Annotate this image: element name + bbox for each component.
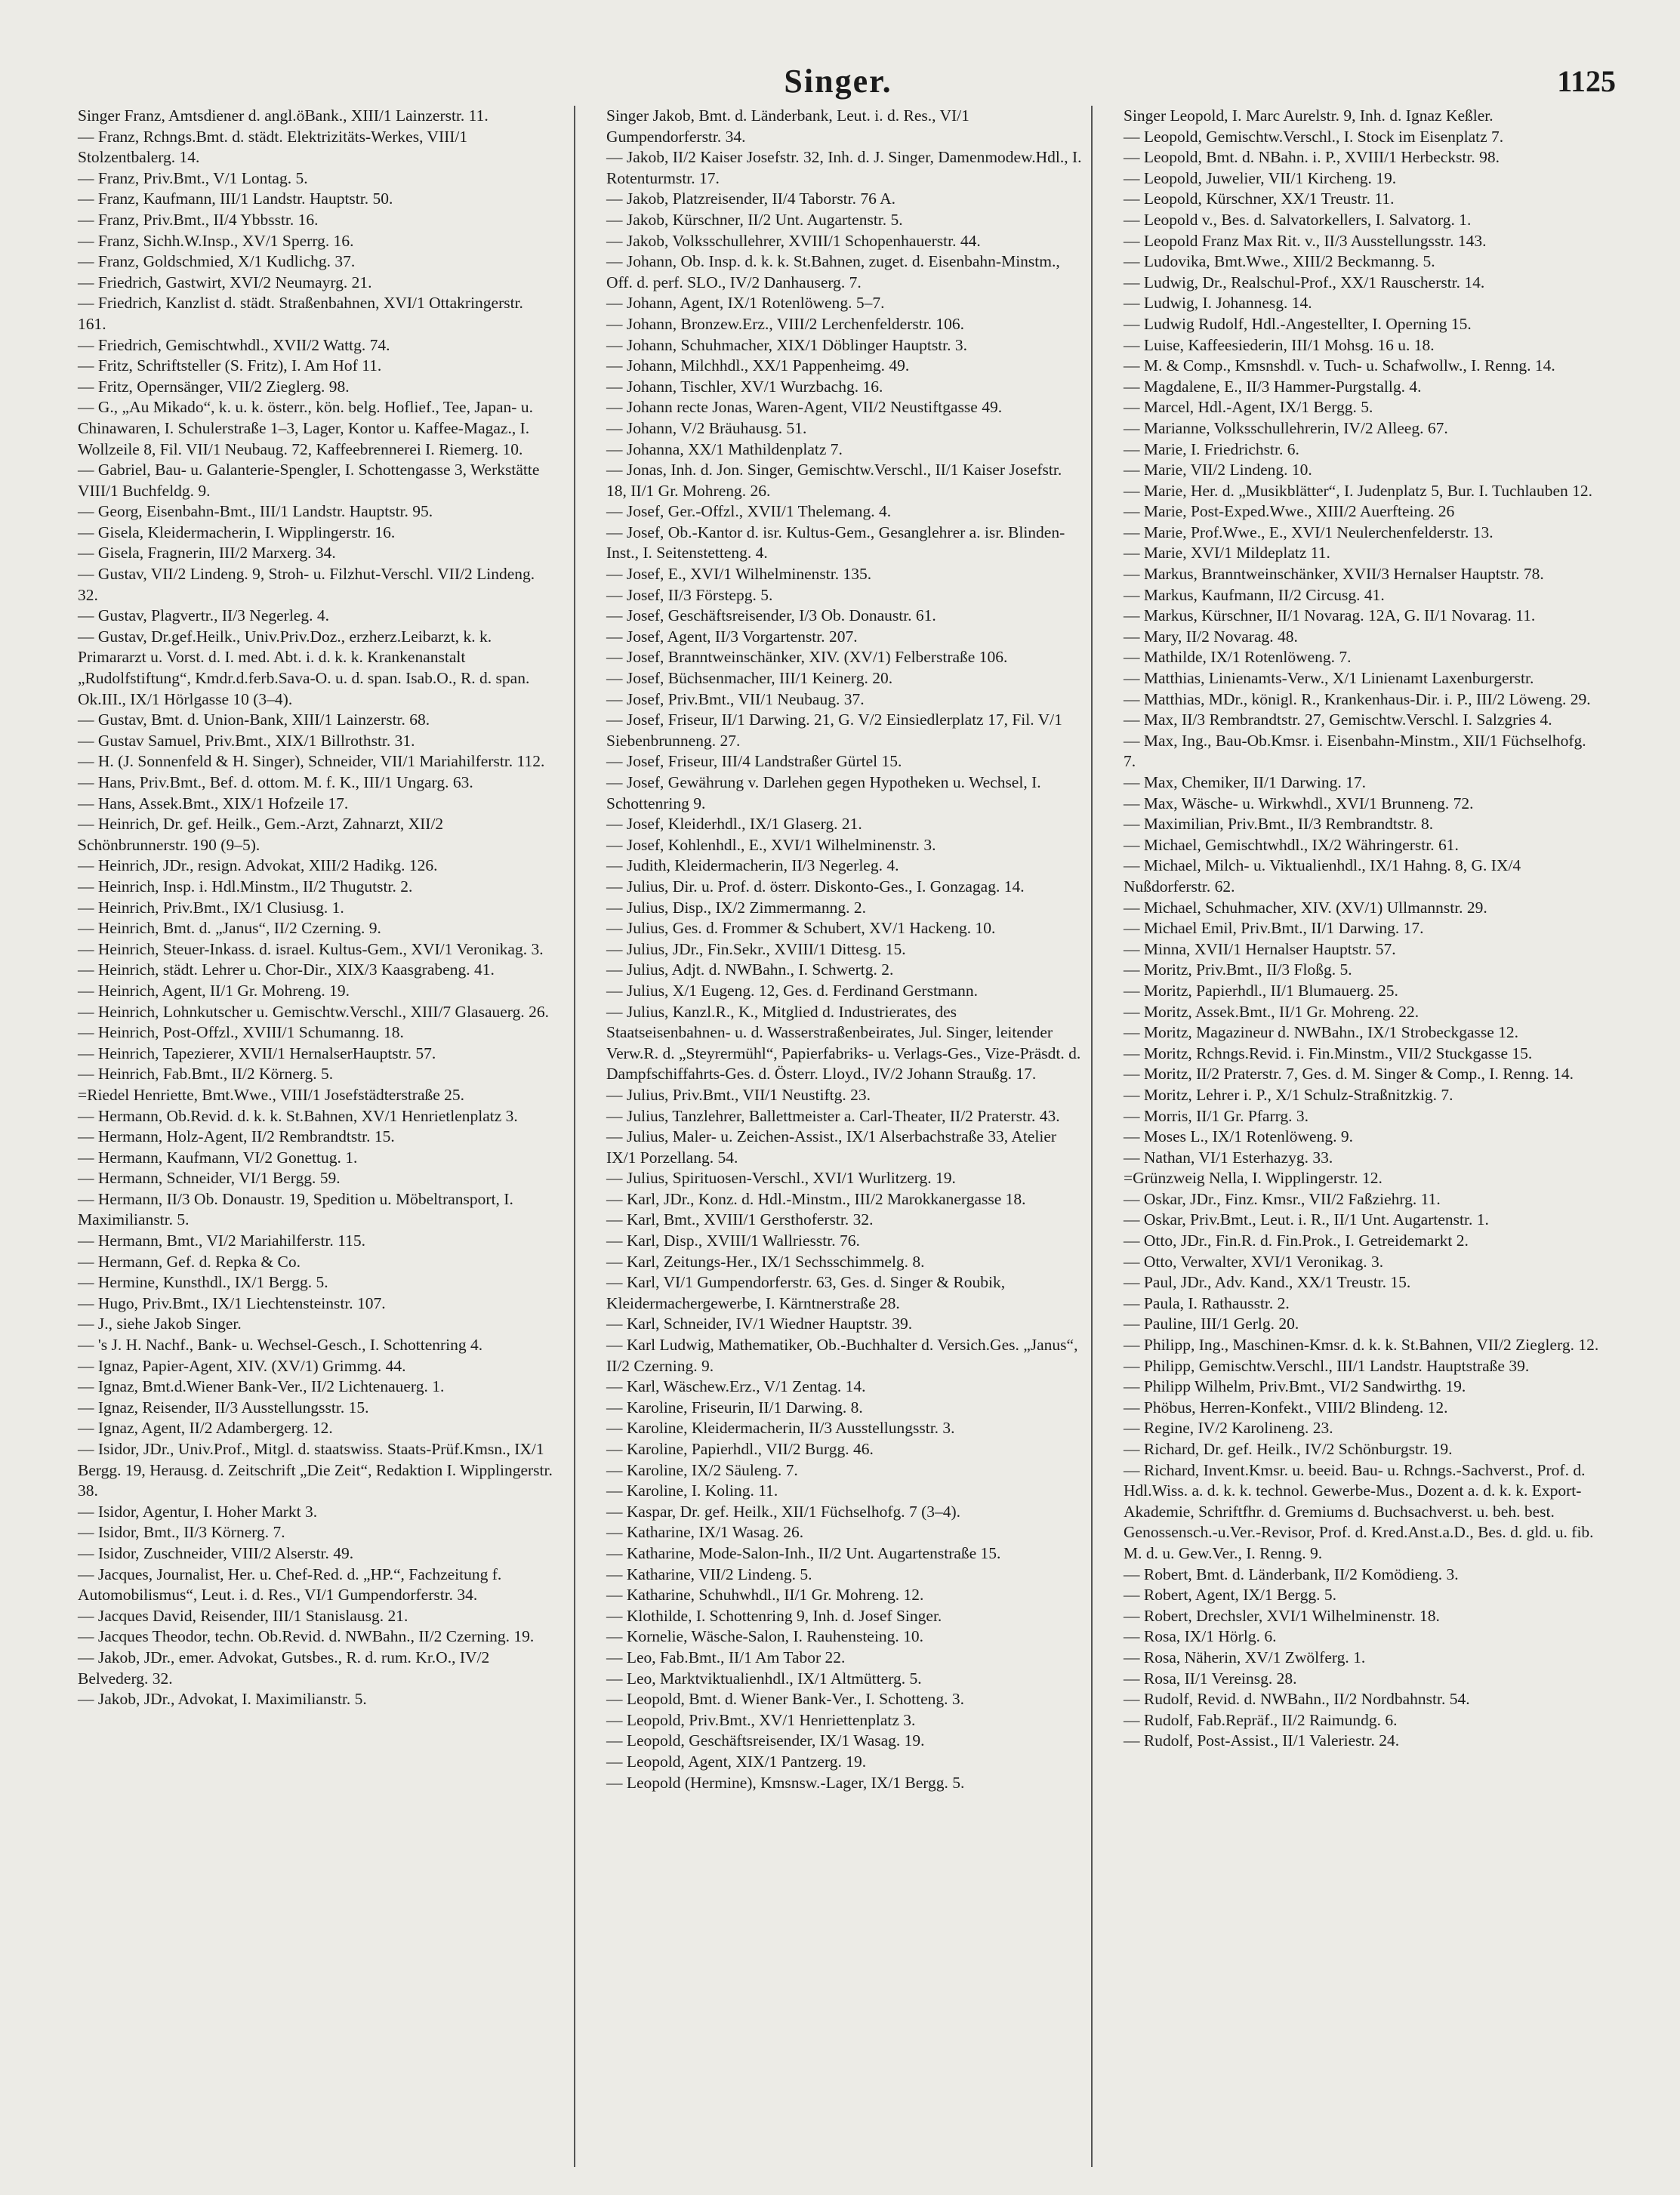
directory-entry: — Josef, Agent, II/3 Vorgartenstr. 207. [606, 627, 858, 646]
directory-entry: — Leopold, Juwelier, VII/1 Kircheng. 19. [1124, 168, 1397, 187]
directory-entry: — Matthias, MDr., königl. R., Krankenhaus-Dir. i. P., III/2 Löweng. 29. [1124, 689, 1591, 708]
directory-entry: — Rudolf, Revid. d. NWBahn., II/2 Nordbahnstr. 54. [1124, 1690, 1470, 1709]
directory-entry: — Heinrich, Priv.Bmt., IX/1 Clusiusg. 1. [78, 898, 344, 917]
directory-column-1 [57, 106, 555, 2175]
page-header [60, 53, 1616, 98]
directory-entry: — Leopold Franz Max Rit. v., II/3 Ausstellungsstr. 143. [1124, 231, 1487, 250]
directory-entry: — Josef, Ob.-Kantor d. isr. Kultus-Gem., Gesanglehrer a. isr. Blinden-Inst., I. Seitenstetteng. 4. [606, 523, 1065, 563]
directory-entry: — Josef, Branntweinschänker, XIV. (XV/1) Felberstraße 106. [606, 648, 1008, 667]
directory-entry: — Franz, Sichh.W.Insp., XV/1 Sperrg. 16. [78, 231, 354, 250]
directory-entry: — Markus, Kürschner, II/1 Novarag. 12A, G. II/1 Novarag. 11. [1124, 606, 1536, 625]
directory-entry: — Julius, Disp., IX/2 Zimmermanng. 2. [606, 898, 866, 917]
directory-entry: — Heinrich, Bmt. d. „Janus“, II/2 Czerning. 9. [78, 919, 381, 938]
directory-entry: — Fritz, Schriftsteller (S. Fritz), I. Am Hof 11. [78, 356, 382, 375]
directory-entry: — Magdalene, E., II/3 Hammer-Purgstallg. 4. [1124, 377, 1422, 396]
directory-entry: — Richard, Invent.Kmsr. u. beeid. Bau- u. Rchngs.-Sachverst., Prof. d. Hdl.Wiss. a. d. k. k. technol. Gewerbe-Mus., Dozent a. d. k. k. Export-Akademie, Schriftfhr. d. Gremiums d. Buchsachverst. u. beh. best. Genossensch.-u.Ver.-Revisor, Prof. d. Kred.Anst.a.D., Bes. d. gld. u. fib. M. d. u. Gew.Ver., I. Renng. 9. [1124, 1460, 1594, 1562]
directory-entry: — Julius, Priv.Bmt., VII/1 Neustiftg. 23. [606, 1085, 871, 1104]
directory-entry: — Gisela, Kleidermacherin, I. Wipplingerstr. 16. [78, 523, 396, 541]
directory-entry: — Robert, Drechsler, XVI/1 Wilhelminenstr. 18. [1124, 1606, 1440, 1625]
directory-entry: — Leo, Fab.Bmt., II/1 Am Tabor 22. [606, 1648, 846, 1666]
directory-entry: — Karl, Zeitungs-Her., IX/1 Sechsschimmelg. 8. [606, 1252, 925, 1271]
directory-entry: — Richard, Dr. gef. Heilk., IV/2 Schönburgstr. 19. [1124, 1440, 1453, 1458]
directory-entry: — Georg, Eisenbahn-Bmt., III/1 Landstr. Hauptstr. 95. [78, 502, 433, 521]
directory-entry: — Gisela, Fragnerin, III/2 Marxerg. 34. [78, 544, 336, 563]
directory-entry: — Max, Ing., Bau-Ob.Kmsr. i. Eisenbahn-Minstm., XII/1 Füchselhofg. 7. [1124, 731, 1586, 771]
directory-entry: — J., siehe Jakob Singer. [78, 1315, 242, 1333]
directory-entry: — Luise, Kaffeesiederin, III/1 Mohsg. 16 u. 18. [1124, 335, 1435, 354]
directory-entry: — Ignaz, Agent, II/2 Adambergerg. 12. [78, 1419, 333, 1438]
directory-entry: — Rudolf, Fab.Repräf., II/2 Raimundg. 6. [1124, 1710, 1398, 1729]
directory-entry: — Hermann, Gef. d. Repka & Co. [78, 1252, 301, 1271]
directory-entry: — Mary, II/2 Novarag. 48. [1124, 627, 1298, 646]
directory-entry: — Julius, Maler- u. Zeichen-Assist., IX/1 Alserbachstraße 33, Atelier IX/1 Porzellang. 54. [606, 1127, 1057, 1167]
directory-entry: — Max, Wäsche- u. Wirkwhdl., XVI/1 Brunneng. 72. [1124, 794, 1474, 812]
directory-entry: — Julius, Dir. u. Prof. d. österr. Diskonto-Ges., I. Gonzagag. 14. [606, 877, 1025, 896]
directory-entry: — Franz, Goldschmied, X/1 Kudlichg. 37. [78, 252, 356, 271]
directory-entry: — Moritz, Priv.Bmt., II/3 Floßg. 5. [1124, 960, 1352, 979]
directory-entry: — Karl, Schneider, IV/1 Wiedner Hauptstr. 39. [606, 1315, 913, 1333]
directory-entry: — Paula, I. Rathausstr. 2. [1124, 1293, 1290, 1312]
directory-entry: — Judith, Kleidermacherin, II/3 Negerleg. 4. [606, 856, 899, 875]
directory-entry: — Karoline, I. Koling. 11. [606, 1481, 778, 1500]
directory-entry: — Ignaz, Reisender, II/3 Ausstellungsstr. 15. [78, 1398, 369, 1417]
directory-entry: — Franz, Priv.Bmt., II/4 Ybbsstr. 16. [78, 210, 319, 229]
directory-entry: — Moses L., IX/1 Rotenlöweng. 9. [1124, 1127, 1353, 1146]
directory-entry: — Michael, Schuhmacher, XIV. (XV/1) Ullmannstr. 29. [1124, 898, 1487, 917]
directory-entry: — Josef, Friseur, III/4 Landstraßer Gürtel 15. [606, 752, 902, 771]
directory-entry: — Markus, Kaufmann, II/2 Circusg. 41. [1124, 585, 1385, 604]
directory-entry: — Hermine, Kunsthdl., IX/1 Bergg. 5. [78, 1273, 328, 1292]
directory-entry: — Julius, Adjt. d. NWBahn., I. Schwertg. 2. [606, 960, 894, 979]
directory-entry: — Franz, Kaufmann, III/1 Landstr. Hauptstr. 50. [78, 190, 393, 208]
directory-entry: — Hermann, Schneider, VI/1 Bergg. 59. [78, 1169, 341, 1188]
directory-entry: — Josef, Gewährung v. Darlehen gegen Hypotheken u. Wechsel, I. Schottenring 9. [606, 773, 1041, 812]
directory-entry: — Oskar, JDr., Finz. Kmsr., VII/2 Faßziehrg. 11. [1124, 1189, 1441, 1208]
directory-entry: — Julius, Kanzl.R., K., Mitglied d. Industrierates, des Staatseisenbahnen- u. d. Wasserstraßenbeirates, Jul. Singer, leitender Verw.R. d. „Steyrermühl“, Papierfabriks- u. Verlags-Ges., Vize-Präsdt. d. Dampfschiffahrts-Ges. d. Österr. Lloyd., IV/2 Johann Straußg. 17. [606, 1002, 1081, 1084]
directory-entry: — Gustav, VII/2 Lindeng. 9, Stroh- u. Filzhut-Verschl. VII/2 Lindeng. 32. [78, 565, 535, 604]
directory-entry: — Paul, JDr., Adv. Kand., XX/1 Treustr. 15. [1124, 1273, 1411, 1292]
directory-entry: — Isidor, Agentur, I. Hoher Markt 3. [78, 1502, 318, 1521]
directory-entry: — Kornelie, Wäsche-Salon, I. Rauhensteing. 10. [606, 1627, 923, 1646]
directory-entry: — Marie, I. Friedrichstr. 6. [1124, 439, 1299, 458]
directory-entry: — Josef, II/3 Förstерg. 5. [606, 585, 773, 604]
directory-entry: — Johann, V/2 Bräuhausg. 51. [606, 418, 807, 437]
directory-entry: — Jacques David, Reisender, III/1 Stanislausg. 21. [78, 1606, 408, 1625]
directory-entry: — Franz, Rchngs.Bmt. d. städt. Elektrizitäts-Werkes, VIII/1 Stolzentbalerg. 14. [78, 127, 468, 167]
directory-entry: — Ignaz, Papier-Agent, XIV. (XV/1) Grimmg. 44. [78, 1356, 406, 1375]
directory-entry: — Franz, Priv.Bmt., V/1 Lontag. 5. [78, 168, 308, 187]
directory-entry: — Moritz, Lehrer i. P., X/1 Schulz-Straßnitzkig. 7. [1124, 1085, 1453, 1104]
directory-entry: — Josef, E., XVI/1 Wilhelminenstr. 135. [606, 565, 872, 584]
directory-entry: — Jakob, Volksschullehrer, XVIII/1 Schopenhauerstr. 44. [606, 231, 981, 250]
directory-entry: — Karoline, IX/2 Säuleng. 7. [606, 1460, 798, 1479]
directory-entry: — Leopold, Kürschner, XX/1 Treustr. 11. [1124, 190, 1395, 208]
directory-entry: — Leopold, Geschäftsreisender, IX/1 Wasag. 19. [606, 1731, 925, 1750]
directory-entry: — Heinrich, Tapezierer, XVII/1 HernalserHauptstr. 57. [78, 1044, 436, 1062]
directory-entry: — Josef, Kohlenhdl., E., XVI/1 Wilhelminenstr. 3. [606, 835, 936, 854]
directory-entry: — Ignaz, Bmt.d.Wiener Bank-Ver., II/2 Lichtenauerg. 1. [78, 1377, 445, 1396]
directory-entry: — Friedrich, Kanzlist d. städt. Straßenbahnen, XVI/1 Ottakringerstr. 161. [78, 294, 523, 333]
directory-entry: — Hermann, Bmt., VI/2 Mariahilferstr. 115. [78, 1232, 365, 1250]
directory-entry: — Isidor, Bmt., II/3 Körnerg. 7. [78, 1523, 285, 1542]
directory-entry: — Klothilde, I. Schottenring 9, Inh. d. Josef Singer. [606, 1606, 942, 1625]
directory-entry: — Julius, Tanzlehrer, Ballettmeister a. Carl-Theater, II/2 Praterstr. 43. [606, 1106, 1060, 1125]
directory-entry: — Katharine, IX/1 Wasag. 26. [606, 1523, 804, 1542]
directory-entry: — Jakob, JDr., Advokat, I. Maximilianstr. 5. [78, 1690, 367, 1709]
directory-entry: — Hans, Assek.Bmt., XIX/1 Hofzeile 17. [78, 794, 349, 812]
directory-entry: — Julius, Ges. d. Frommer & Schubert, XV/1 Hackeng. 10. [606, 919, 996, 938]
directory-entry: — Johann, Ob. Insp. d. k. k. St.Bahnen, zuget. d. Eisenbahn-Minstm., Off. d. perf. SLO., IV/2 Danhauserg. 7. [606, 252, 1060, 291]
directory-entry: — Michael, Gemischtwhdl., IX/2 Währingerstr. 61. [1124, 835, 1459, 854]
directory-entry: — Moritz, Magazineur d. NWBahn., IX/1 Strobeckgasse 12. [1124, 1023, 1519, 1042]
directory-entry: — Karl, VI/1 Gumpendorferstr. 63, Ges. d. Singer & Roubik, Kleidermachergewerbe, I. Kärntnerstraße 28. [606, 1273, 1006, 1312]
directory-entry: — Ludwig Rudolf, Hdl.-Angestellter, I. Operning 15. [1124, 314, 1472, 333]
directory-entry: — Hermann, II/3 Ob. Donaustr. 19, Spedition u. Möbeltransport, I. Maximilianstr. 5. [78, 1189, 513, 1229]
directory-entry: — Ludwig, Dr., Realschul-Prof., XX/1 Rauscherstr. 14. [1124, 273, 1485, 291]
directory-entry: — Leopold v., Bes. d. Salvatorkellers, I. Salvatorg. 1. [1124, 210, 1472, 229]
directory-entry: — Minna, XVII/1 Hernalser Hauptstr. 57. [1124, 939, 1396, 958]
directory-entry: — Johann, Tischler, XV/1 Wurzbachg. 16. [606, 377, 883, 396]
directory-entry: — Moritz, Papierhdl., II/1 Blumauerg. 25. [1124, 981, 1398, 1000]
directory-entry: — Karl, JDr., Konz. d. Hdl.-Minstm., III/2 Marokkanergasse 18. [606, 1189, 1026, 1208]
directory-entry: — Heinrich, Fab.Bmt., II/2 Körnerg. 5. [78, 1065, 334, 1084]
directory-entry: — Leopold (Hermine), Kmsnsw.-Lager, IX/1 Bergg. 5. [606, 1773, 965, 1792]
directory-entry: — Johann, Schuhmacher, XIX/1 Döblinger Hauptstr. 3. [606, 335, 968, 354]
directory-entry: — G., „Au Mikado“, k. u. k. österr., kön. belg. Hoflief., Tee, Japan- u. Chinawaren, I. Schulerstraße 1–3, Lager, Kontor u. Kaffee-Magaz., I. Wollzeile 8, Fil. VII/1 Neubaug. 72, Kaffeebrennerei I. Riemerg. 10. [78, 398, 533, 458]
directory-entry: — Rosa, II/1 Vereinsg. 28. [1124, 1669, 1297, 1688]
directory-entry: — Heinrich, Insp. i. Hdl.Minstm., II/2 Thugutstr. 2. [78, 877, 413, 896]
directory-entry: — Philipp, Gemischtw.Verschl., III/1 Landstr. Hauptstraße 39. [1124, 1356, 1530, 1375]
directory-entry: — Marie, Her. d. „Musikblätter“, I. Judenplatz 5, Bur. I. Tuchlauben 12. [1124, 481, 1593, 500]
directory-entry: Singer Leopold, I. Marc Aurelstr. 9, Inh. d. Ignaz Keßler. [1124, 106, 1494, 125]
directory-entry: — Rosa, IX/1 Hörlg. 6. [1124, 1627, 1277, 1646]
directory-entry: — Hermann, Holz-Agent, II/2 Rembrandtstr. 15. [78, 1127, 395, 1146]
directory-entry: — Marie, XVI/1 Mildeplatz 11. [1124, 544, 1330, 563]
directory-entry: — Philipp, Ing., Maschinen-Kmsr. d. k. k. St.Bahnen, VII/2 Zieglerg. 12. [1124, 1336, 1599, 1355]
directory-column-2 [585, 106, 1084, 2175]
directory-entry: — Jakob, Platzreisender, II/4 Taborstr. 76 A. [606, 190, 895, 208]
directory-entry: =Riedel Henriette, Bmt.Wwe., VIII/1 Josefstädterstraße 25. [78, 1085, 465, 1104]
directory-entry: — Leopold, Gemischtw.Verschl., I. Stock im Eisenplatz 7. [1124, 127, 1504, 146]
directory-entry: — M. & Comp., Kmsnshdl. v. Tuch- u. Schafwollw., I. Renng. 14. [1124, 356, 1555, 375]
directory-entry: — Heinrich, Agent, II/1 Gr. Mohreng. 19. [78, 981, 350, 1000]
directory-entry: — Hermann, Kaufmann, VI/2 Gonettug. 1. [78, 1148, 358, 1167]
directory-entry: — Max, Chemiker, II/1 Darwing. 17. [1124, 773, 1366, 791]
directory-entry: — Hugo, Priv.Bmt., IX/1 Liechtensteinstr. 107. [78, 1293, 386, 1312]
directory-entry: — H. (J. Sonnenfeld & H. Singer), Schneider, VII/1 Mariahilferstr. 112. [78, 752, 545, 771]
page-title: Singer. [784, 63, 892, 100]
directory-entry: — Marie, Post-Exped.Wwe., XIII/2 Auerfteing. 26 [1124, 502, 1455, 521]
directory-entry: — Johanna, XX/1 Mathildenplatz 7. [606, 439, 843, 458]
directory-entry: — Josef, Geschäftsreisender, I/3 Ob. Donaustr. 61. [606, 606, 936, 625]
directory-entry: — Pauline, III/1 Gerlg. 20. [1124, 1315, 1299, 1333]
directory-entry: — Jakob, JDr., emer. Advokat, Gutsbes., R. d. rum. Kr.O., IV/2 Belvederg. 32. [78, 1648, 490, 1688]
directory-entry: — Julius, Spirituosen-Verschl., XVI/1 Wurlitzerg. 19. [606, 1169, 956, 1188]
directory-entry: — Maximilian, Priv.Bmt., II/3 Rembrandtstr. 8. [1124, 815, 1434, 834]
directory-entry: — Ludwig, I. Johannesg. 14. [1124, 294, 1312, 313]
directory-entry: — Michael Emil, Priv.Bmt., II/1 Darwing. 17. [1124, 919, 1424, 938]
directory-entry: — Karoline, Papierhdl., VII/2 Burgg. 46. [606, 1440, 874, 1458]
directory-entry: — Fritz, Opernsänger, VII/2 Zieglerg. 98. [78, 377, 350, 396]
directory-entry: — Gustav, Dr.gef.Heilk., Univ.Priv.Doz., erzherz.Leibarzt, k. k. Primararzt u. Vorst. d. I. med. Abt. i. d. k. k. Krankenanstalt „Rudolfstiftung“, Kmdr.d.ferb.Sava-O. u. d. span. Isab.O., R. d. span. Ok.III., IX/1 Hörlgasse 10 (3–4). [78, 627, 530, 708]
directory-entry: — Marie, VII/2 Lindeng. 10. [1124, 461, 1312, 479]
directory-entry: — Gabriel, Bau- u. Galanterie-Spengler, I. Schottengasse 3, Werkstätte VIII/1 Buchfeldg. 9. [78, 461, 540, 500]
directory-entry: — Hans, Priv.Bmt., Bef. d. ottom. M. f. K., III/1 Ungarg. 63. [78, 773, 473, 791]
directory-entry: — Robert, Agent, IX/1 Bergg. 5. [1124, 1586, 1337, 1605]
directory-entry: — Josef, Priv.Bmt., VII/1 Neubaug. 37. [606, 689, 865, 708]
directory-entry: — Katharine, Schuhwhdl., II/1 Gr. Mohreng. 12. [606, 1586, 924, 1605]
directory-entry: — Karoline, Friseurin, II/1 Darwing. 8. [606, 1398, 863, 1417]
directory-entry: — Heinrich, städt. Lehrer u. Chor-Dir., XIX/3 Kaasgrabeng. 41. [78, 960, 495, 979]
directory-entry: Singer Jakob, Bmt. d. Länderbank, Leut. i. d. Res., VI/1 Gumpendorferstr. 34. [606, 106, 969, 146]
directory-entry: — Julius, X/1 Eugeng. 12, Ges. d. Ferdinand Gerstmann. [606, 981, 979, 1000]
directory-entry: — Johann, Milchhdl., XX/1 Pappenheimg. 49. [606, 356, 910, 375]
page-number: 1125 [1557, 64, 1616, 98]
directory-entry: — Kaspar, Dr. gef. Heilk., XII/1 Füchselhofg. 7 (3–4). [606, 1502, 961, 1521]
directory-entry: — Michael, Milch- u. Viktualienhdl., IX/1 Hahng. 8, G. IX/4 Nußdorferstr. 62. [1124, 856, 1521, 896]
directory-entry: — Gustav Samuel, Priv.Bmt., XIX/1 Billrothstr. 31. [78, 731, 415, 750]
directory-entry: — Josef, Ger.-Offzl., XVII/1 Thelemang. 4. [606, 502, 892, 521]
directory-entry: — Leopold, Agent, XIX/1 Pantzerg. 19. [606, 1752, 867, 1771]
directory-entry: — Robert, Bmt. d. Länderbank, II/2 Komödieng. 3. [1124, 1565, 1459, 1583]
directory-entry: — Mathilde, IX/1 Rotenlöweng. 7. [1124, 648, 1352, 667]
directory-entry: — Gustav, Bmt. d. Union-Bank, XIII/1 Lainzerstr. 68. [78, 711, 430, 729]
directory-entry: — Jakob, Kürschner, II/2 Unt. Augartenstr. 5. [606, 210, 903, 229]
directory-column-3 [1102, 106, 1601, 2175]
directory-entry: — Rosa, Näherin, XV/1 Zwölferg. 1. [1124, 1648, 1366, 1666]
directory-entry: — Heinrich, Dr. gef. Heilk., Gem.-Arzt, Zahnarzt, XII/2 Schönbrunnerstr. 190 (9–5). [78, 815, 444, 854]
directory-entry: — Isidor, JDr., Univ.Prof., Mitgl. d. staatswiss. Staats-Prüf.Kmsn., IX/1 Bergg. 19, Herausg. d. Zeitschrift „Die Zeit“, Redaktion I. Wipplingerstr. 38. [78, 1440, 553, 1500]
directory-entry: — Phöbus, Herren-Konfekt., VIII/2 Blindeng. 12. [1124, 1398, 1448, 1417]
directory-entry: — Hermann, Ob.Revid. d. k. k. St.Bahnen, XV/1 Henrietlenplatz 3. [78, 1106, 518, 1125]
directory-entry: — Markus, Branntweinschänker, XVII/3 Hernalser Hauptstr. 78. [1124, 565, 1544, 584]
directory-entry: — Karoline, Kleidermacherin, II/3 Ausstellungsstr. 3. [606, 1419, 955, 1438]
column-divider [574, 106, 575, 2167]
directory-entry: — Karl, Disp., XVIII/1 Wallriesstr. 76. [606, 1232, 860, 1250]
directory-entry: — Isidor, Zuschneider, VIII/2 Alserstr. 49. [78, 1543, 354, 1562]
directory-entry: — Oskar, Priv.Bmt., Leut. i. R., II/1 Unt. Augartenstr. 1. [1124, 1210, 1489, 1229]
column-divider [1091, 106, 1093, 2167]
directory-entry: — Karl Ludwig, Mathematiker, Ob.-Buchhalter d. Versich.Ges. „Janus“, II/2 Czerning. 9. [606, 1336, 1078, 1375]
directory-entry: — Max, II/3 Rembrandtstr. 27, Gemischtw.Verschl. I. Salzgries 4. [1124, 711, 1552, 729]
directory-entry: — Leopold, Bmt. d. NBahn. i. P., XVIII/1 Herbeckstr. 98. [1124, 148, 1500, 167]
directory-entry: Singer Franz, Amtsdiener d. angl.öBank., XIII/1 Lainzerstr. 11. [78, 106, 489, 125]
directory-entry: — Josef, Büchsenmacher, III/1 Keinerg. 20. [606, 669, 893, 688]
directory-entry: — Heinrich, Lohnkutscher u. Gemischtw.Verschl., XIII/7 Glasauerg. 26. [78, 1002, 549, 1021]
directory-entry: — Katharine, VII/2 Lindeng. 5. [606, 1565, 812, 1583]
directory-entry: — Jacques, Journalist, Her. u. Chef-Red. d. „HP.“, Fachzeitung f. Automobilismus“, Leut. i. d. Res., VI/1 Gumpendorferstr. 34. [78, 1565, 502, 1605]
directory-entry: — Rudolf, Post-Assist., II/1 Valeriestr. 24. [1124, 1731, 1400, 1750]
directory-entry: — Julius, JDr., Fin.Sekr., XVIII/1 Dittesg. 15. [606, 939, 906, 958]
directory-entry: — Philipp Wilhelm, Priv.Bmt., VI/2 Sandwirthg. 19. [1124, 1377, 1466, 1396]
directory-entry: — Moritz, Rchngs.Revid. i. Fin.Minstm., VII/2 Stuckgasse 15. [1124, 1044, 1533, 1062]
directory-entry: — Gustav, Plagvertr., II/3 Negerleg. 4. [78, 606, 329, 625]
directory-entry: — Leopold, Bmt. d. Wiener Bank-Ver., I. Schotteng. 3. [606, 1690, 965, 1709]
directory-entry: — Ludovika, Bmt.Wwe., XIII/2 Beckmanng. 5. [1124, 252, 1435, 271]
directory-entry: — Katharine, Mode-Salon-Inh., II/2 Unt. Augartenstraße 15. [606, 1543, 1001, 1562]
directory-entry: — Otto, Verwalter, XVI/1 Veronikag. 3. [1124, 1252, 1384, 1271]
directory-entry: — Otto, JDr., Fin.R. d. Fin.Prok., I. Getreidemarkt 2. [1124, 1232, 1469, 1250]
directory-entry: =Grünzweig Nella, I. Wipplingerstr. 12. [1124, 1169, 1383, 1188]
directory-entry: — Leopold, Priv.Bmt., XV/1 Henriettenplatz 3. [606, 1710, 916, 1729]
directory-entry: — Friedrich, Gemischtwhdl., XVII/2 Wattg. 74. [78, 335, 390, 354]
directory-entry: — Jakob, II/2 Kaiser Josefstr. 32, Inh. d. J. Singer, Damenmodew.Hdl., I. Rotenturmstr. 17. [606, 148, 1082, 187]
directory-entry: — Josef, Kleiderhdl., IX/1 Glaserg. 21. [606, 815, 862, 834]
directory-entry: — Marcel, Hdl.-Agent, IX/1 Bergg. 5. [1124, 398, 1373, 417]
directory-entry: — Moritz, Assek.Bmt., II/1 Gr. Mohreng. 22. [1124, 1002, 1420, 1021]
directory-entry: — Johann, Bronzew.Erz., VIII/2 Lerchenfelderstr. 106. [606, 314, 965, 333]
directory-entry: — Heinrich, Post-Offzl., XVIII/1 Schumanng. 18. [78, 1023, 404, 1042]
directory-entry: — Morris, II/1 Gr. Pfarrg. 3. [1124, 1106, 1309, 1125]
directory-entry: — Karl, Wäschew.Erz., V/1 Zentag. 14. [606, 1377, 866, 1396]
directory-entry: — Heinrich, JDr., resign. Advokat, XIII/2 Hadikg. 126. [78, 856, 438, 875]
directory-entry: — Johann recte Jonas, Waren-Agent, VII/2 Neustiftgasse 49. [606, 398, 1003, 417]
directory-entry: — Karl, Bmt., XVIII/1 Gersthoferstr. 32. [606, 1210, 874, 1229]
directory-entry: — Matthias, Linienamts-Verw., X/1 Linienamt Laxenburgerstr. [1124, 669, 1534, 688]
directory-entry: — Regine, IV/2 Karolineng. 23. [1124, 1419, 1333, 1438]
directory-entry: — Jonas, Inh. d. Jon. Singer, Gemischtw.Verschl., II/1 Kaiser Josefstr. 18, II/1 Gr. Mohreng. 26. [606, 461, 1062, 500]
directory-entry: — Jacques Theodor, techn. Ob.Revid. d. NWBahn., II/2 Czerning. 19. [78, 1627, 535, 1646]
directory-entry: — Nathan, VI/1 Esterhazyg. 33. [1124, 1148, 1333, 1167]
directory-entry: — Leo, Marktviktualienhdl., IX/1 Altmütterg. 5. [606, 1669, 922, 1688]
directory-entry: — Marie, Prof.Wwe., E., XVI/1 Neulerchenfelderstr. 13. [1124, 523, 1494, 541]
directory-entry: — Moritz, II/2 Praterstr. 7, Ges. d. M. Singer & Comp., I. Renng. 14. [1124, 1065, 1574, 1084]
directory-entry: — Marianne, Volksschullehrerin, IV/2 Alleeg. 67. [1124, 418, 1448, 437]
directory-entry: — Friedrich, Gastwirt, XVI/2 Neumayrg. 21. [78, 273, 372, 291]
directory-entry: — Johann, Agent, IX/1 Rotenlöweng. 5–7. [606, 294, 885, 313]
directory-entry: — 's J. H. Nachf., Bank- u. Wechsel-Gesch., I. Schottenring 4. [78, 1336, 483, 1355]
directory-entry: — Josef, Friseur, II/1 Darwing. 21, G. V/2 Einsiedlerplatz 17, Fil. V/1 Siebenbrunneng. 27. [606, 711, 1062, 750]
directory-entry: — Heinrich, Steuer-Inkass. d. israel. Kultus-Gem., XVI/1 Veronikag. 3. [78, 939, 544, 958]
